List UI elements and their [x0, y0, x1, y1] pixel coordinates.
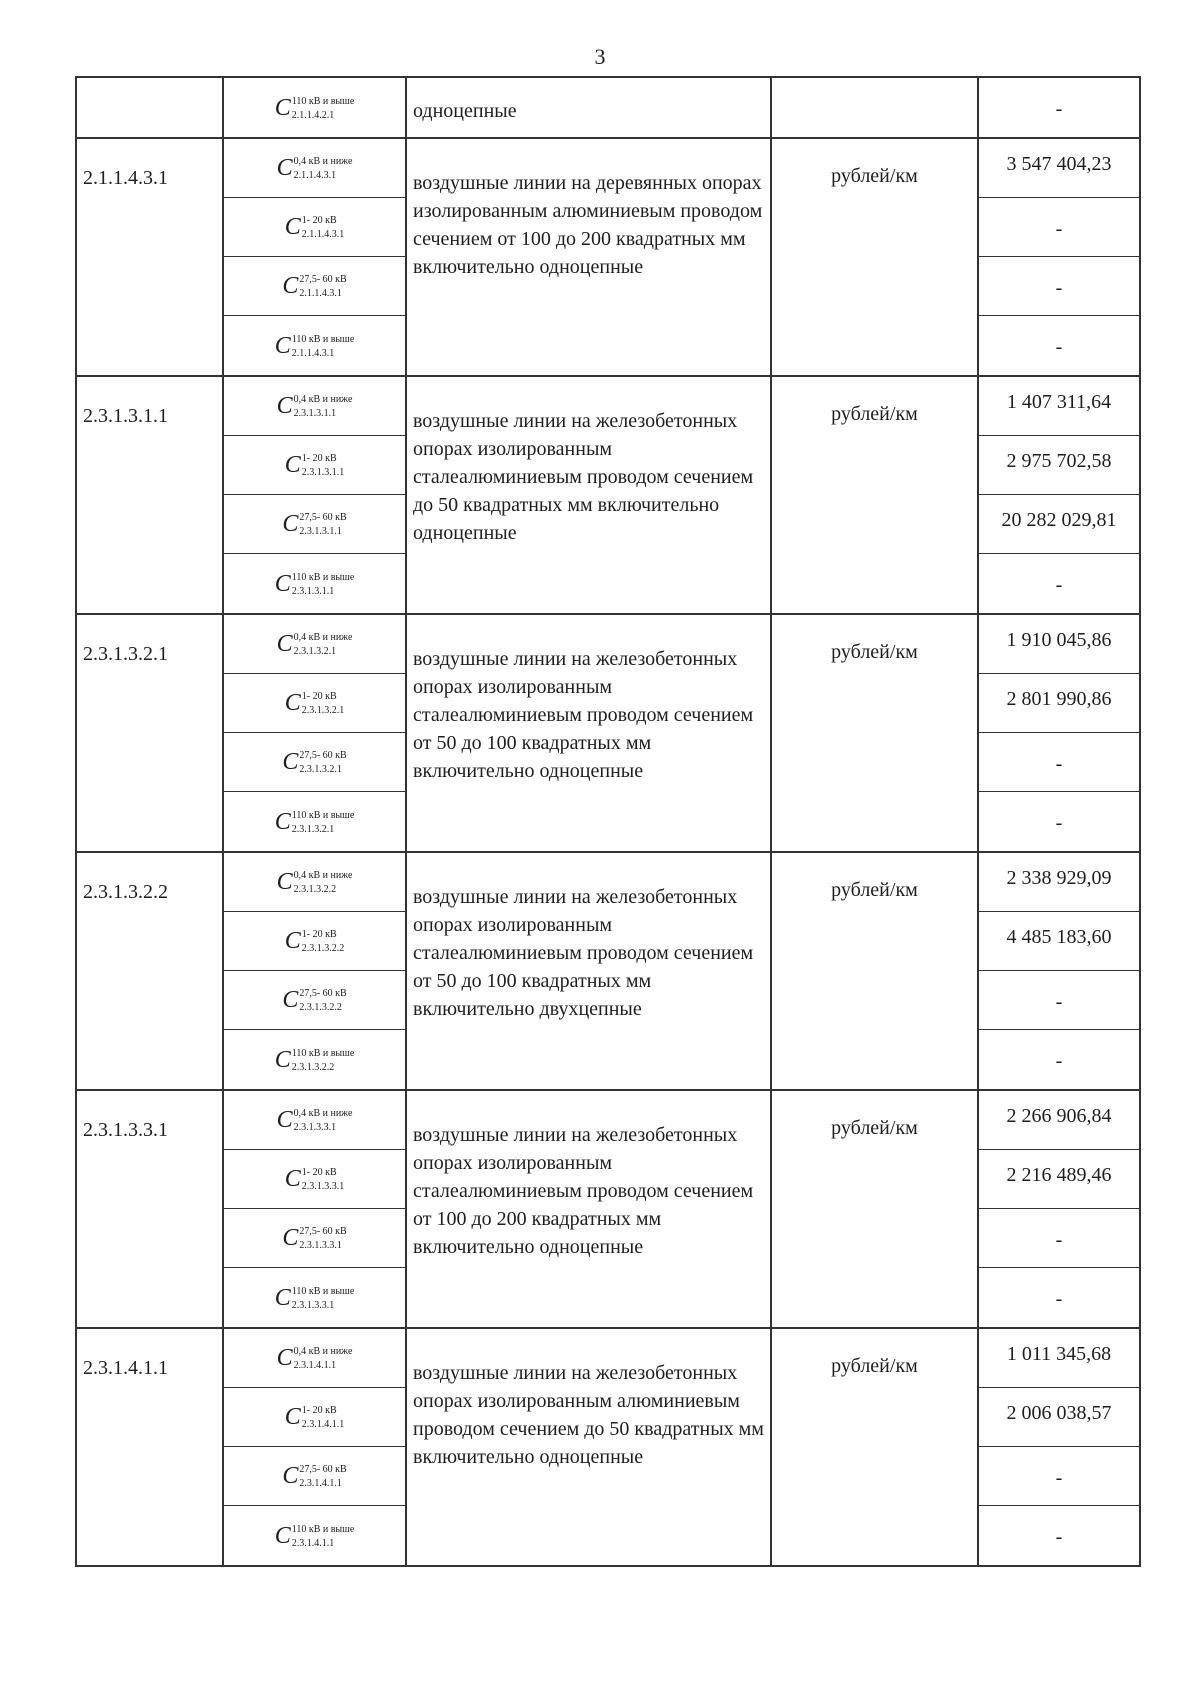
- rate-value: -: [1055, 98, 1063, 120]
- symbol-letter: C: [276, 393, 293, 419]
- index-label: 2.1.1.4.3.1: [291, 347, 335, 359]
- voltage-label: 110 кВ и выше: [291, 571, 355, 583]
- symbol-letter: C: [276, 1107, 293, 1133]
- symbol-letter: C: [274, 1046, 291, 1073]
- voltage-label: 110 кВ и выше: [291, 1285, 355, 1297]
- index-label: 2.3.1.4.1.1: [299, 1478, 342, 1489]
- tariff-symbol-cell: [224, 1506, 405, 1565]
- tariff-symbol-cell: [224, 674, 405, 733]
- index-label: 2.1.1.4.3.1: [293, 170, 337, 181]
- table-row-group: [75, 377, 1141, 615]
- voltage-label: 27,5- 60 кВ: [299, 274, 347, 285]
- tariff-symbol-cell: [224, 1447, 405, 1506]
- table-row-group: [75, 139, 1141, 377]
- symbol-letter: C: [276, 1345, 293, 1371]
- index-label: 2.3.1.3.1.1: [293, 408, 337, 419]
- tariff-symbol: [277, 1106, 353, 1134]
- row-description: воздушные линии на железобетонных опорах изолированным алюминиевым проводом сечением до 50 квадратных мм включительно одноцепные: [405, 1329, 770, 1565]
- tariff-symbol: [285, 1165, 345, 1193]
- tariff-symbol-cell: [224, 853, 405, 912]
- tariff-symbol-column: [222, 615, 405, 851]
- voltage-label: 110 кВ и выше: [291, 1047, 355, 1059]
- symbol-letter: C: [282, 1463, 299, 1489]
- rate-value: -: [1055, 336, 1063, 358]
- rate-value: -: [979, 971, 1139, 1030]
- symbol-letter: C: [274, 94, 291, 121]
- tariff-symbol: [282, 1224, 346, 1252]
- index-label: 2.3.1.3.2.2: [299, 1002, 342, 1013]
- voltage-label: 0,4 кВ и ниже: [293, 632, 353, 643]
- row-code: 2.3.1.3.2.1: [75, 615, 222, 851]
- row-description: воздушные линии на железобетонных опорах изолированным сталеалюминиевым проводом сечением от 100 до 200 квадратных мм включительно одноцепные: [405, 1091, 770, 1327]
- voltage-label: 0,4 кВ и ниже: [293, 156, 353, 167]
- voltage-label: 1- 20 кВ: [301, 215, 337, 226]
- tariff-symbol-cell: [224, 1150, 405, 1209]
- voltage-label: 1- 20 кВ: [301, 691, 337, 702]
- tariff-symbol: [277, 392, 353, 420]
- index-label: 2.3.1.3.1.1: [291, 585, 335, 597]
- symbol-letter: C: [274, 332, 291, 359]
- tariff-symbol: [285, 1403, 345, 1431]
- tariff-symbol-cell: [224, 1388, 405, 1447]
- index-label: 2.3.1.3.2.1: [293, 646, 337, 657]
- row-unit: рублей/км: [770, 1091, 977, 1327]
- rate-value: 2 338 929,09: [979, 853, 1139, 912]
- row-unit: рублей/км: [770, 377, 977, 613]
- row-unit: рублей/км: [770, 139, 977, 375]
- tariff-symbol-cell: [224, 971, 405, 1030]
- rate-value: -: [1055, 574, 1063, 596]
- index-label: 2.3.1.3.2.1: [301, 705, 345, 716]
- rate-value: -: [1055, 812, 1063, 834]
- index-label: 2.3.1.3.2.1: [299, 764, 342, 775]
- voltage-label: 0,4 кВ и ниже: [293, 1108, 353, 1119]
- rate-value: 4 485 183,60: [979, 912, 1139, 971]
- row-unit: рублей/км: [770, 1329, 977, 1565]
- tariff-symbol: [282, 272, 346, 300]
- index-label: 2.3.1.3.1.1: [301, 467, 345, 478]
- tariff-symbol: [282, 748, 346, 776]
- tariff-symbol: [275, 332, 355, 360]
- symbol-letter: C: [282, 987, 299, 1013]
- tariff-symbol: [277, 868, 353, 896]
- voltage-label: 1- 20 кВ: [301, 1405, 337, 1416]
- tariff-symbol-cell: [224, 377, 405, 436]
- rate-value: 1 407 311,64: [979, 377, 1139, 436]
- table-row-group: [75, 1091, 1141, 1329]
- symbol-letter: C: [276, 631, 293, 657]
- index-label: 2.1.1.4.3.1: [299, 288, 342, 299]
- voltage-label: 110 кВ и выше: [291, 1523, 355, 1535]
- tariff-symbol-cell: [224, 198, 405, 257]
- index-label: 2.3.1.3.3.1: [293, 1122, 337, 1133]
- tariff-symbol-cell: [224, 1030, 405, 1089]
- table-row-group: [75, 853, 1141, 1091]
- voltage-label: 110 кВ и выше: [291, 95, 355, 107]
- index-label: 2.1.1.4.3.1: [301, 229, 345, 240]
- row-code: [75, 78, 222, 137]
- table-row-group: [75, 1329, 1141, 1565]
- value-column: [977, 853, 1141, 1089]
- row-unit: рублей/км: [770, 853, 977, 1089]
- symbol-letter: C: [284, 690, 301, 716]
- symbol-letter: C: [276, 155, 293, 181]
- row-code: 2.3.1.4.1.1: [75, 1329, 222, 1565]
- voltage-label: 0,4 кВ и ниже: [293, 870, 353, 881]
- voltage-label: 110 кВ и выше: [291, 809, 355, 821]
- row-description: воздушные линии на деревянных опорах изолированным алюминиевым проводом сечением от 100 до 200 квадратных мм включительно одноцепные: [405, 139, 770, 375]
- tariff-symbol-cell: [224, 1209, 405, 1268]
- tariff-symbol-cell: [224, 436, 405, 495]
- row-unit: рублей/км: [770, 615, 977, 851]
- rate-value: 3 547 404,23: [979, 139, 1139, 198]
- index-label: 2.3.1.3.3.1: [291, 1299, 335, 1311]
- index-label: 2.3.1.3.3.1: [301, 1181, 345, 1192]
- tariff-symbol-column: [222, 139, 405, 375]
- table-row-group: [75, 615, 1141, 853]
- tariff-symbol-column: [222, 78, 405, 137]
- symbol-letter: C: [274, 1284, 291, 1311]
- tariff-symbol-cell: [224, 733, 405, 792]
- tariff-symbol: [282, 510, 346, 538]
- rate-value: -: [1055, 1526, 1063, 1548]
- rate-value: -: [979, 257, 1139, 316]
- rate-value: -: [1055, 1288, 1063, 1310]
- voltage-label: 110 кВ и выше: [291, 333, 355, 345]
- tariff-symbol-cell: [224, 554, 405, 613]
- tariff-symbol-cell: [224, 912, 405, 971]
- row-code: 2.3.1.3.1.1: [75, 377, 222, 613]
- rate-value: 2 006 038,57: [979, 1388, 1139, 1447]
- tariff-symbol-column: [222, 1091, 405, 1327]
- value-column: [977, 139, 1141, 375]
- voltage-label: 1- 20 кВ: [301, 929, 337, 940]
- rate-value: 1 011 345,68: [979, 1329, 1139, 1388]
- tariff-symbol-cell: [224, 792, 405, 851]
- voltage-label: 1- 20 кВ: [301, 453, 337, 464]
- tariff-symbol: [285, 451, 345, 479]
- symbol-letter: C: [274, 808, 291, 835]
- voltage-label: 0,4 кВ и ниже: [293, 1346, 353, 1357]
- value-column: [977, 377, 1141, 613]
- tariff-symbol-cell: [224, 495, 405, 554]
- row-code: 2.3.1.3.2.2: [75, 853, 222, 1089]
- symbol-letter: C: [274, 570, 291, 597]
- index-label: 2.1.1.4.2.1: [291, 109, 335, 121]
- tariff-symbol: [275, 808, 355, 836]
- voltage-label: 27,5- 60 кВ: [299, 1464, 347, 1475]
- symbol-letter: C: [276, 869, 293, 895]
- row-unit: [770, 78, 977, 137]
- tariff-symbol-column: [222, 853, 405, 1089]
- index-label: 2.3.1.3.2.2: [291, 1061, 335, 1073]
- symbol-letter: C: [284, 928, 301, 954]
- rate-value: -: [979, 733, 1139, 792]
- symbol-letter: C: [284, 1404, 301, 1430]
- tariff-symbol: [277, 1344, 353, 1372]
- tariff-symbol-column: [222, 1329, 405, 1565]
- value-column: [977, 1329, 1141, 1565]
- rate-table: [75, 76, 1141, 1567]
- row-description: воздушные линии на железобетонных опорах изолированным сталеалюминиевым проводом сечением от 50 до 100 квадратных мм включительно одноцепные: [405, 615, 770, 851]
- rate-value: 2 266 906,84: [979, 1091, 1139, 1150]
- tariff-symbol-cell: [224, 1329, 405, 1388]
- voltage-label: 1- 20 кВ: [301, 1167, 337, 1178]
- row-description: воздушные линии на железобетонных опорах изолированным сталеалюминиевым проводом сечением до 50 квадратных мм включительно одноцепные: [405, 377, 770, 613]
- tariff-symbol-cell: [224, 615, 405, 674]
- row-code: 2.3.1.3.3.1: [75, 1091, 222, 1327]
- row-code: 2.1.1.4.3.1: [75, 139, 222, 375]
- voltage-label: 27,5- 60 кВ: [299, 750, 347, 761]
- voltage-label: 27,5- 60 кВ: [299, 512, 347, 523]
- rate-value: 20 282 029,81: [979, 495, 1139, 554]
- index-label: 2.3.1.4.1.1: [301, 1419, 345, 1430]
- rate-value: -: [979, 1447, 1139, 1506]
- voltage-label: 27,5- 60 кВ: [299, 988, 347, 999]
- index-label: 2.3.1.3.2.1: [291, 823, 335, 835]
- index-label: 2.3.1.4.1.1: [291, 1537, 335, 1549]
- rate-value: 1 910 045,86: [979, 615, 1139, 674]
- tariff-symbol: [275, 1284, 355, 1312]
- tariff-symbol-cell: [224, 1268, 405, 1327]
- voltage-label: 27,5- 60 кВ: [299, 1226, 347, 1237]
- tariff-symbol-cell: [224, 1091, 405, 1150]
- value-column: [977, 1091, 1141, 1327]
- tariff-symbol-cell: [224, 257, 405, 316]
- tariff-symbol: [285, 689, 345, 717]
- tariff-symbol-cell: [224, 78, 405, 137]
- tariff-symbol: [277, 154, 353, 182]
- index-label: 2.3.1.3.3.1: [299, 1240, 342, 1251]
- rate-value: -: [979, 198, 1139, 257]
- table-row-group: [75, 78, 1141, 139]
- symbol-letter: C: [274, 1522, 291, 1549]
- symbol-letter: C: [282, 511, 299, 537]
- tariff-symbol: [275, 570, 355, 598]
- value-column: [977, 615, 1141, 851]
- tariff-symbol-column: [222, 377, 405, 613]
- tariff-symbol: [275, 1046, 355, 1074]
- page-number: 3: [594, 44, 606, 69]
- rate-value: 2 216 489,46: [979, 1150, 1139, 1209]
- index-label: 2.3.1.3.2.2: [293, 884, 337, 895]
- symbol-letter: C: [282, 749, 299, 775]
- tariff-symbol: [285, 213, 345, 241]
- tariff-symbol: [277, 630, 353, 658]
- rate-value: 2 801 990,86: [979, 674, 1139, 733]
- tariff-symbol-cell: [224, 139, 405, 198]
- rate-value: 2 975 702,58: [979, 436, 1139, 495]
- tariff-symbol: [275, 94, 355, 122]
- index-label: 2.3.1.3.2.2: [301, 943, 345, 954]
- tariff-symbol-cell: [224, 316, 405, 375]
- tariff-symbol: [282, 1462, 346, 1490]
- symbol-letter: C: [282, 1225, 299, 1251]
- index-label: 2.3.1.4.1.1: [293, 1360, 337, 1371]
- row-description: одноцепные: [405, 78, 770, 137]
- tariff-symbol: [275, 1522, 355, 1550]
- symbol-letter: C: [284, 1166, 301, 1192]
- tariff-symbol: [285, 927, 345, 955]
- voltage-label: 0,4 кВ и ниже: [293, 394, 353, 405]
- index-label: 2.3.1.3.1.1: [299, 526, 342, 537]
- row-description: воздушные линии на железобетонных опорах изолированным сталеалюминиевым проводом сечением от 50 до 100 квадратных мм включительно двухцепные: [405, 853, 770, 1089]
- rate-value: -: [1055, 1050, 1063, 1072]
- tariff-symbol: [282, 986, 346, 1014]
- value-column: [977, 78, 1141, 137]
- symbol-letter: C: [284, 214, 301, 240]
- symbol-letter: C: [282, 273, 299, 299]
- symbol-letter: C: [284, 452, 301, 478]
- rate-value: -: [979, 1209, 1139, 1268]
